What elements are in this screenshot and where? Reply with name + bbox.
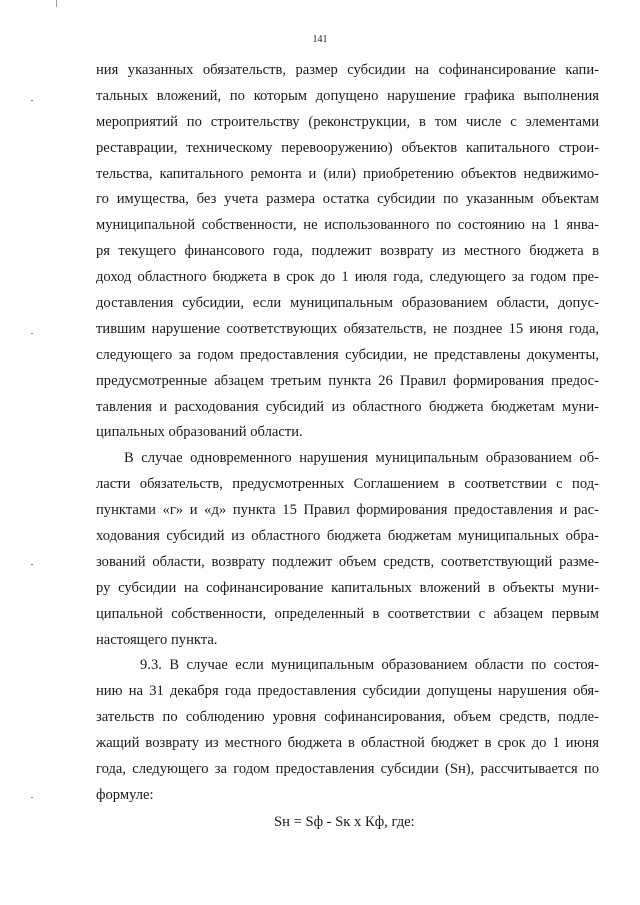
text-line: ципальных образований области. bbox=[96, 424, 303, 441]
text-line: тальных вложений, по которым допущено нарушение графика выполнения bbox=[96, 87, 599, 104]
text-line: В случае одновременного нарушения муниципальным образованием об- bbox=[124, 450, 599, 467]
text-line: настоящего пункта. bbox=[96, 631, 218, 648]
paragraph-clause-9-3 bbox=[96, 653, 599, 808]
text-line: ру субсидии на софинансирование капитальных вложений в объекты муни- bbox=[96, 579, 599, 596]
margin-dot bbox=[31, 100, 33, 101]
text-line: зательств по соблюдению уровня софинансирования, объем средств, подле- bbox=[96, 709, 599, 726]
page-number: 141 bbox=[312, 34, 328, 45]
text-line: формуле: bbox=[96, 786, 154, 803]
text-line: 9.3. В случае если муниципальным образованием области по состоя- bbox=[140, 657, 599, 674]
text-line: тельства, капитального ремонта и (или) приобретению объектов недвижимо- bbox=[96, 165, 599, 182]
text-line: тившим нарушение соответствующих обязательств, не позднее 15 июня года, bbox=[96, 320, 599, 337]
text-line: мероприятий по строительству (реконструкции, в том числе с элементами bbox=[96, 113, 599, 130]
margin-dot bbox=[31, 564, 33, 565]
paragraph-continuation bbox=[96, 58, 599, 446]
text-line: доход областного бюджета в срок до 1 июля года, следующего за годом пре- bbox=[96, 269, 599, 286]
text-line: реставрации, техническому перевооружению) объектов капитального строи- bbox=[96, 139, 599, 156]
text-line: ципальной собственности, определенный в соответствии с абзацем первым bbox=[96, 605, 599, 622]
text-line: ходования субсидий из областного бюджета бюджетам муниципальных обра- bbox=[96, 528, 599, 545]
text-line: тавления и расходования субсидий из областного бюджета бюджетам муни- bbox=[96, 398, 599, 415]
document-body bbox=[96, 58, 599, 835]
text-line: нию на 31 декабря года предоставления субсидии допущены нарушения обя- bbox=[96, 683, 599, 700]
text-line: ря текущего финансового года, подлежит возврату из местного бюджета в bbox=[96, 243, 599, 260]
text-line: зований области, возврату подлежит объем средств, соответствующий разме- bbox=[96, 553, 599, 570]
text-line: муниципальной собственности, не использованного по состоянию на 1 янва- bbox=[96, 217, 599, 234]
text-line: следующего за годом предоставления субсидии, не представлены документы, bbox=[96, 346, 599, 363]
formula: Sн = Sф - Sк x Кф, где: bbox=[274, 813, 415, 830]
text-line: года, следующего за годом предоставления субсидии (Sн), рассчитывается по bbox=[96, 761, 599, 778]
text-line: предусмотренные абзацем третьим пункта 26 Правил формирования предос- bbox=[96, 372, 599, 389]
text-line: пунктами «г» и «д» пункта 15 Правил формирования предоставления и рас- bbox=[96, 502, 599, 519]
margin-dot bbox=[31, 797, 33, 798]
text-line: ния указанных обязательств, размер субсидии на софинансирование капи- bbox=[96, 62, 599, 78]
text-line: го имущества, без учета размера остатка субсидии по указанным объектам bbox=[96, 191, 599, 208]
text-line: доставления субсидии, если муниципальным образованием области, допус- bbox=[96, 295, 599, 312]
text-line: ласти обязательств, предусмотренных Соглашением в соответствии с под- bbox=[96, 476, 599, 493]
paragraph-simultaneous-violation bbox=[96, 446, 599, 653]
margin-dot bbox=[31, 333, 33, 334]
text-line: жащий возврату из местного бюджета в областной бюджет в срок до 1 июня bbox=[96, 735, 599, 752]
scan-edge-mark bbox=[56, 0, 57, 7]
